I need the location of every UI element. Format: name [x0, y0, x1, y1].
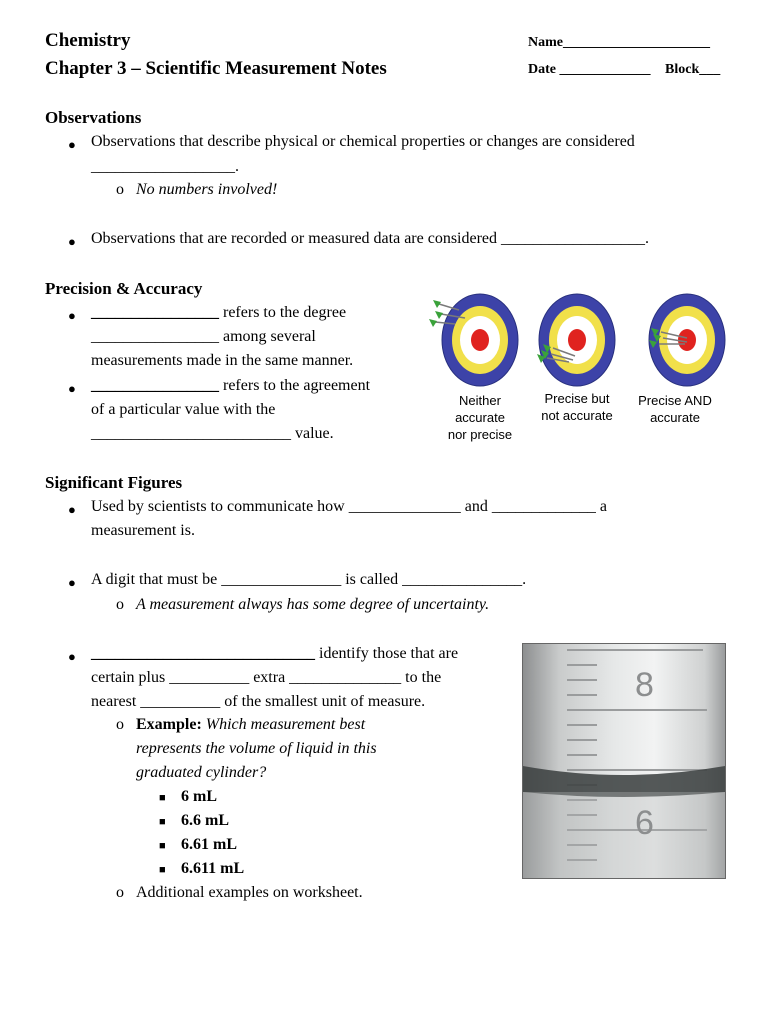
- option-6ml: 6 mL: [181, 788, 217, 805]
- caption-line: Precise but: [544, 391, 610, 406]
- example-question: Which measurement best: [201, 716, 366, 733]
- sub-bullet-icon: o: [116, 716, 124, 733]
- sigfigs-blank: ____________________________: [91, 645, 315, 662]
- precision-blank: ________________: [91, 304, 219, 321]
- bullet-icon: ●: [68, 234, 76, 249]
- precision-bullet-1-line-1: [91, 304, 346, 322]
- sub-bullet-icon: o: [116, 181, 124, 198]
- cylinder-label-lower: 6: [635, 804, 654, 842]
- sigfigs-bullet-1-line-1: Used by scientists to communicate how ______________ and _____________ a: [91, 498, 607, 515]
- subject-title: Chemistry: [45, 30, 131, 51]
- observations-bullet-1-line-2: __________________.: [91, 158, 239, 175]
- square-bullet-icon: ■: [159, 864, 166, 876]
- caption-line: accurate: [650, 410, 700, 425]
- bullet-icon: ●: [68, 502, 76, 517]
- square-bullet-icon: ■: [159, 792, 166, 804]
- caption-precise-and-accurate: [630, 392, 720, 426]
- option-6-611ml: 6.611 mL: [181, 860, 245, 877]
- bullet-icon: ●: [68, 575, 76, 590]
- accuracy-bullet-line-1: [91, 377, 370, 395]
- accuracy-bullet-line-3: _________________________ value.: [91, 425, 334, 442]
- bullet-icon: ●: [68, 381, 76, 396]
- observations-heading: Observations: [45, 108, 142, 127]
- accuracy-definition: refers to the agreement: [219, 377, 371, 394]
- sigfigs-bullet-3-line-2: certain plus __________ extra ______________ to the: [91, 669, 442, 686]
- additional-examples: Additional examples on worksheet.: [136, 884, 363, 901]
- square-bullet-icon: ■: [159, 816, 166, 828]
- bullet-icon: ●: [68, 649, 76, 664]
- caption-line: accurate: [455, 410, 505, 425]
- date-field: Date _____________: [528, 62, 651, 77]
- target-precise-not-accurate: [537, 294, 615, 386]
- caption-line: Neither: [459, 393, 501, 408]
- target-diagrams: [425, 292, 745, 392]
- example-line-2: represents the volume of liquid in this: [136, 740, 377, 757]
- observations-sub-note: No numbers involved!: [136, 181, 278, 198]
- name-field: Name_____________________: [528, 35, 710, 50]
- precision-heading: Precision & Accuracy: [45, 279, 203, 298]
- sigfigs-bullet-1-line-2: measurement is.: [91, 522, 195, 539]
- cylinder-label-upper: 8: [635, 666, 654, 704]
- caption-neither: [440, 392, 520, 443]
- sigfigs-definition: identify those that are: [315, 645, 459, 662]
- caption-line: nor precise: [447, 427, 513, 442]
- sub-bullet-icon: o: [116, 596, 124, 613]
- sigfigs-heading: Significant Figures: [45, 473, 183, 492]
- sigfigs-bullet-2: A digit that must be _______________ is called _______________.: [91, 571, 527, 588]
- example-line-1: [136, 716, 365, 734]
- option-6-61ml: 6.61 mL: [181, 836, 237, 853]
- option-6-6ml: 6.6 mL: [181, 812, 229, 829]
- accuracy-blank: ________________: [91, 377, 219, 394]
- observations-bullet-1-line-1: Observations that describe physical or chemical properties or changes are considered: [91, 133, 635, 150]
- precision-definition: refers to the degree: [219, 304, 347, 321]
- bullet-icon: ●: [68, 308, 76, 323]
- caption-line: Precise AND: [638, 393, 712, 408]
- graduated-cylinder-image: [522, 643, 726, 879]
- block-field: Block___: [665, 62, 721, 77]
- caption-precise-not-accurate: [532, 390, 622, 424]
- bullet-icon: ●: [68, 137, 76, 152]
- target-neither: [429, 294, 518, 386]
- sigfigs-bullet-3-line-1: [91, 645, 458, 663]
- precision-bullet-1-line-3: measurements made in the same manner.: [91, 352, 354, 369]
- observations-bullet-2: Observations that are recorded or measured data are considered __________________.: [91, 230, 650, 247]
- accuracy-bullet-line-2: of a particular value with the: [91, 401, 276, 418]
- caption-line: not accurate: [541, 408, 613, 423]
- chapter-title: Chapter 3 – Scientific Measurement Notes: [45, 58, 387, 79]
- precision-bullet-1-line-2: ________________ among several: [91, 328, 316, 345]
- sigfigs-bullet-3-line-3: nearest __________ of the smallest unit of measure.: [91, 693, 426, 710]
- sub-bullet-icon: o: [116, 884, 124, 901]
- example-line-3: graduated cylinder?: [136, 764, 267, 781]
- square-bullet-icon: ■: [159, 840, 166, 852]
- cylinder-graduations: [523, 644, 725, 878]
- target-precise-and-accurate: [649, 294, 725, 386]
- example-label: Example:: [136, 716, 202, 733]
- sigfigs-uncertainty-note: A measurement always has some degree of uncertainty.: [136, 596, 490, 613]
